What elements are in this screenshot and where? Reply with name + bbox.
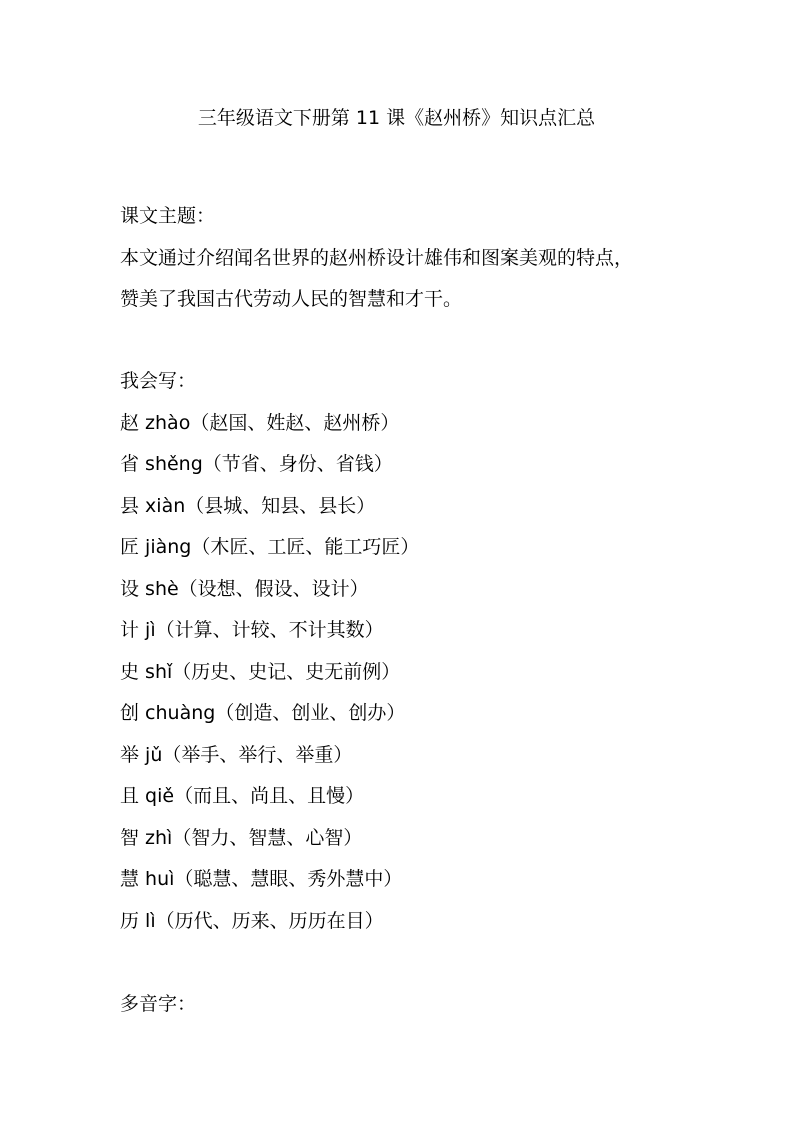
- write-heading: 我会写：: [120, 370, 197, 392]
- character-item: 且 qiě（而且、尚且、且慢）: [120, 785, 365, 807]
- polyphonic-section: [120, 984, 680, 1026]
- character-item: 历 lì（历代、历来、历历在目）: [120, 909, 384, 932]
- character-item: 创 chuàng（创造、创业、创办）: [120, 702, 406, 724]
- theme-heading: 课文主题：: [120, 205, 216, 227]
- character-item: 智 zhì（智力、智慧、心智）: [120, 826, 363, 849]
- character-item: 赵 zhào（赵国、姓赵、赵州桥）: [120, 411, 400, 434]
- character-item: 匠 jiàng（木匠、工匠、能工巧匠）: [120, 536, 420, 558]
- theme-line: 赞美了我国古代劳动人民的智慧和才干。: [120, 288, 463, 310]
- character-item: 设 shè（设想、假设、设计）: [120, 577, 369, 600]
- character-list: [120, 403, 680, 943]
- theme-line: 本文通过介绍闻名世界的赵州桥设计雄伟和图案美观的特点，: [120, 246, 634, 269]
- character-item: 举 jǔ（举手、举行、举重）: [120, 743, 353, 766]
- document-title: 三年级语文下册第 11 课《赵州桥》知识点汇总: [197, 107, 596, 129]
- polyphonic-heading: 多音字：: [120, 993, 197, 1015]
- character-item: 史 shǐ（历史、史记、史无前例）: [120, 660, 401, 683]
- character-item: 慧 huì（聪慧、慧眼、秀外慧中）: [120, 868, 403, 890]
- write-section: [120, 361, 680, 942]
- character-item: 计 jì（计算、计较、不计其数）: [120, 619, 384, 641]
- character-item: 省 shěng（节省、身份、省钱）: [120, 453, 393, 475]
- theme-section: [120, 196, 680, 321]
- character-item: 县 xiàn（县城、知县、县长）: [120, 494, 376, 517]
